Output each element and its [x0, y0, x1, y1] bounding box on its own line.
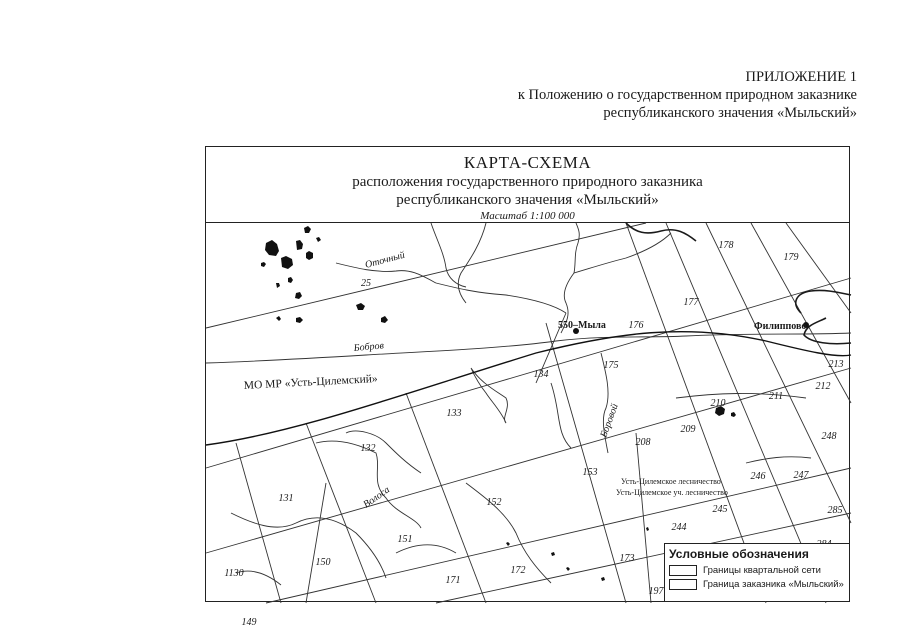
legend-swatch — [669, 579, 697, 590]
quarter-number: 244 — [671, 522, 687, 533]
quarter-number: 150 — [315, 557, 331, 568]
map-subtitle: республиканского значения «Мыльский» — [396, 192, 659, 208]
lakes — [261, 226, 736, 581]
quarter-number: 212 — [815, 381, 831, 392]
forestry-label: Усть-Цилемское лесничество — [621, 477, 721, 486]
quarter-number: 210 — [710, 398, 726, 409]
quarter-number: 211 — [768, 391, 784, 402]
quarter-number: 248 — [821, 431, 837, 442]
legend-title: Условные обозначения — [669, 547, 809, 561]
settlement-label: 550–Мыла — [558, 320, 606, 331]
quarter-number: 209 — [680, 424, 696, 435]
rivers — [206, 223, 851, 585]
quarter-number: 132 — [360, 443, 376, 454]
appendix-header — [518, 68, 857, 122]
appendix-line: к Положению о государственном природном заказнике — [517, 87, 857, 103]
quarter-number: 178 — [718, 240, 734, 251]
map-legend — [664, 543, 849, 601]
appendix-line: республиканского значения «Мыльский» — [603, 105, 857, 121]
map-frame — [205, 146, 850, 628]
quarter-number: 152 — [486, 497, 502, 508]
quarter-number: 172 — [510, 565, 526, 576]
quarter-number: 133 — [446, 408, 462, 419]
legend-item-label: Граница заказника «Мыльский» — [703, 579, 844, 590]
quarter-number: 197 — [648, 586, 664, 597]
river-label: Бобров — [353, 340, 385, 354]
quarter-number: 149 — [241, 617, 257, 628]
main-river — [626, 223, 851, 344]
river-labels — [352, 250, 621, 511]
map-header — [206, 147, 849, 223]
quarter-number: 175 — [603, 360, 619, 371]
legend-swatch — [669, 565, 697, 576]
quarter-number: 247 — [793, 470, 809, 481]
quarter-number: 25 — [361, 278, 371, 289]
legend-item — [669, 579, 845, 590]
forestry-labels — [616, 477, 728, 497]
quarter-number: 179 — [783, 252, 799, 263]
quarter-number: 151 — [397, 534, 413, 545]
quarter-number: 208 — [635, 437, 651, 448]
quarter-number: 131 — [278, 493, 294, 504]
quarter-number: 245 — [712, 504, 728, 515]
quarter-number: 285 — [827, 505, 843, 516]
quarter-number: 177 — [683, 297, 699, 308]
quarter-number: 176 — [628, 320, 644, 331]
river-label: Оточный — [363, 249, 407, 271]
map-subtitle: расположения государственного природного заказника — [352, 174, 703, 190]
quarter-number: 246 — [750, 471, 766, 482]
river-label: Волоса — [361, 484, 392, 511]
legend-item-label: Границы квартальной сети — [703, 565, 821, 576]
quarter-number: 1130 — [224, 568, 244, 579]
forestry-label: Усть-Цилемское уч. лесничество — [616, 488, 728, 497]
quarter-number: 173 — [619, 553, 635, 564]
legend-item — [669, 565, 845, 576]
quarter-number: 171 — [445, 575, 461, 586]
map-title: КАРТА-СХЕМА — [463, 153, 592, 172]
settlement-labels — [558, 320, 806, 332]
settlement-label: Филиппово — [754, 321, 807, 332]
river-label: Боровой — [598, 402, 621, 440]
municipality-label: МО МР «Усть-Цилемский» — [243, 373, 378, 392]
map-scale: Масштаб 1:100 000 — [480, 210, 575, 222]
appendix-title: ПРИЛОЖЕНИЕ 1 — [745, 69, 857, 85]
quarter-number: 153 — [582, 467, 598, 478]
quarter-number: 134 — [533, 369, 549, 380]
quarter-number: 213 — [828, 359, 844, 370]
